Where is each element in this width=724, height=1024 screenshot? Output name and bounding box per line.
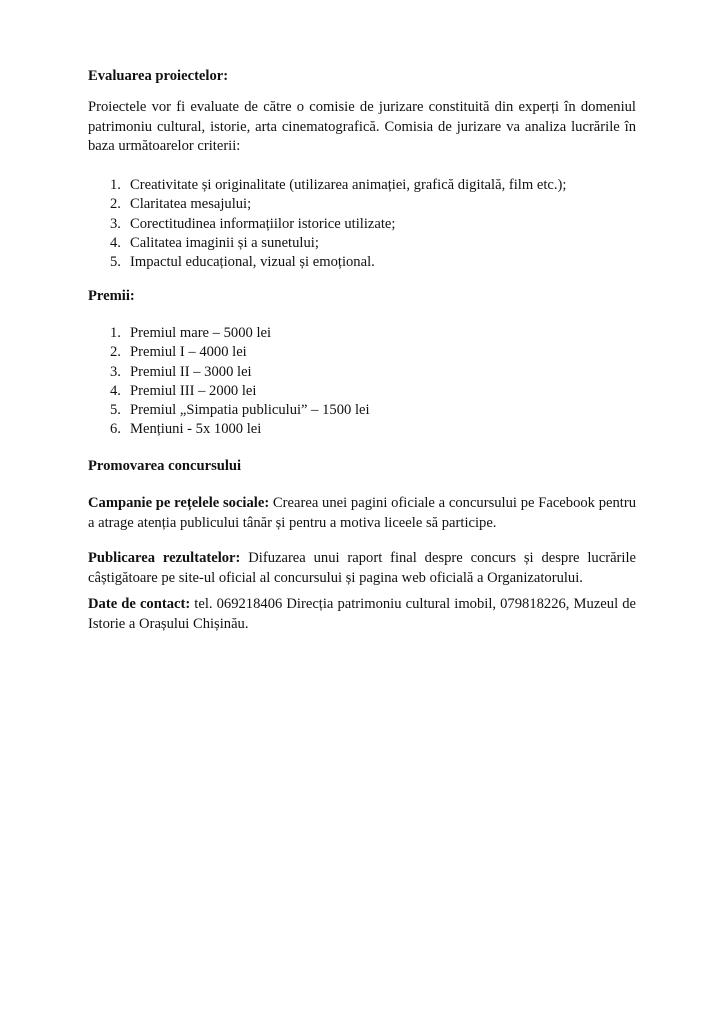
list-number: 1.	[110, 325, 121, 341]
list-number: 6.	[110, 421, 121, 438]
prize-text: Mențiuni - 5x 1000 lei	[130, 421, 262, 438]
list-number: 4.	[110, 382, 121, 399]
results-paragraph	[88, 549, 636, 588]
prize-item	[88, 420, 636, 439]
prize-text: Premiul „Simpatia publicului” – 1500 lei	[130, 402, 370, 419]
list-number: 2.	[110, 196, 121, 213]
campaign-paragraph	[88, 494, 636, 533]
results-label: Publicarea rezultatelor:	[88, 550, 241, 566]
criteria-text: Creativitate și originalitate (utilizarea animației, grafică digitală, film etc.);	[130, 177, 567, 193]
criteria-item	[88, 253, 636, 272]
list-number: 4.	[110, 234, 121, 251]
prize-item	[88, 324, 636, 343]
criteria-item	[88, 215, 636, 234]
promotion-heading: Promovarea concursului	[88, 458, 242, 474]
campaign-label: Campanie pe rețelele sociale:	[88, 495, 270, 511]
prize-item	[88, 382, 636, 401]
prizes-heading: Premii:	[88, 288, 135, 304]
results-text: Difuzarea unui raport final despre concurs și despre lucrările câștigătoare pe site-ul oficial al concursului și pagina web oficială a Organizatorului.	[88, 550, 636, 586]
criteria-text: Corectitudinea informațiilor istorice utilizate;	[130, 215, 396, 232]
criteria-item	[88, 195, 636, 214]
prize-text: Premiul II – 3000 lei	[130, 363, 252, 380]
criteria-text: Calitatea imaginii și a sunetului;	[130, 234, 319, 251]
prize-item	[88, 363, 636, 382]
prize-text: Premiul mare – 5000 lei	[130, 325, 272, 341]
list-number: 3.	[110, 363, 121, 380]
prize-text: Premiul I – 4000 lei	[130, 344, 247, 361]
contact-paragraph	[88, 595, 636, 634]
list-number: 1.	[110, 177, 121, 193]
evaluation-heading: Evaluarea proiectelor:	[88, 68, 229, 84]
list-number: 5.	[110, 402, 121, 419]
criteria-text: Claritatea mesajului;	[130, 196, 252, 213]
criteria-text: Impactul educațional, vizual și emoțional.	[130, 254, 375, 271]
campaign-text: Crearea unei pagini oficiale a concursului pe Facebook pentru a atrage atenția publicului tânăr și pentru a motiva liceele să participe.	[88, 495, 636, 531]
contact-label: Date de contact:	[88, 596, 191, 612]
criteria-item	[88, 234, 636, 253]
list-number: 5.	[110, 254, 121, 271]
contact-text: tel. 069218406 Direcția patrimoniu cultural imobil, 079818226, Muzeul de Istorie a Orașului Chișinău.	[88, 596, 636, 632]
list-number: 3.	[110, 215, 121, 232]
prizes-list	[88, 324, 636, 440]
criteria-item	[88, 176, 636, 195]
prize-item	[88, 343, 636, 362]
criteria-list	[88, 176, 636, 272]
evaluation-intro: Proiectele vor fi evaluate de către o comisie de jurizare constituită din experți în domeniul patrimoniu cultural, istorie, arta cinematografică. Comisia de jurizare va analiza lucrările în baza următoarelor criterii:	[88, 99, 636, 154]
prize-item	[88, 401, 636, 420]
list-number: 2.	[110, 344, 121, 361]
prize-text: Premiul III – 2000 lei	[130, 382, 257, 399]
